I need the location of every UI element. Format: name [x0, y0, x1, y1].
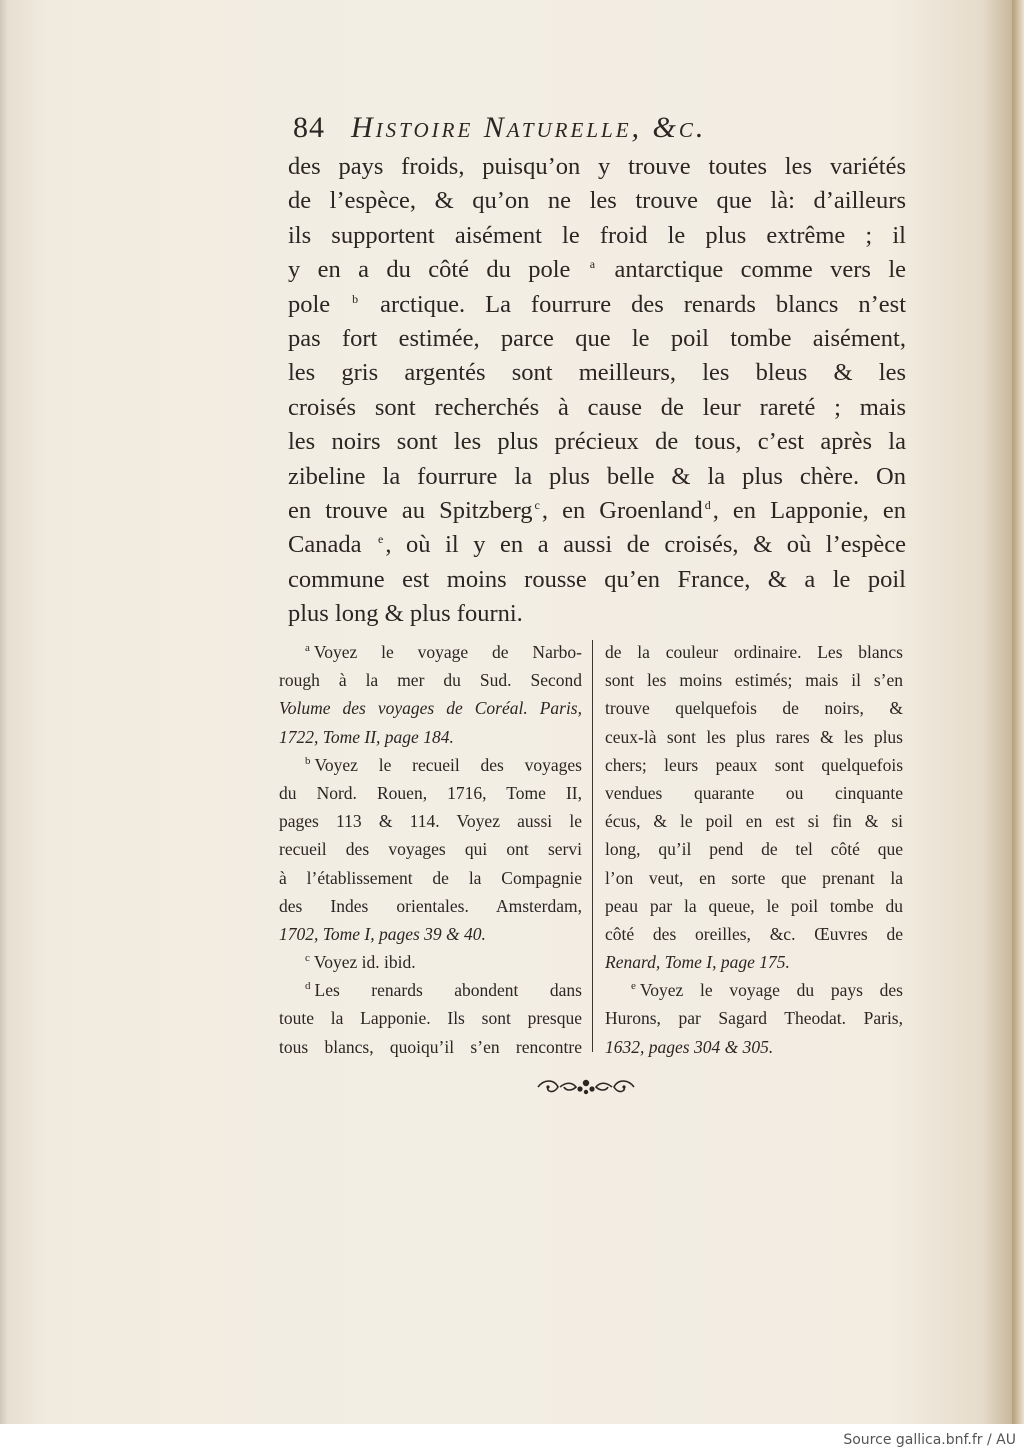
body-line: de l’espèce, & qu’on ne les trouve que là: d’ailleurs — [288, 187, 906, 215]
footnote-line — [279, 638, 582, 666]
footnote-line: vendues quarante ou cinquante — [605, 782, 903, 803]
body-line — [288, 288, 906, 322]
footnote-line: Renard, Tome I, page 175. — [605, 952, 790, 973]
footnote-line: 1722, Tome II, page 184. — [279, 726, 454, 747]
footnote-line: sont les moins estimés; mais il s’en — [605, 670, 903, 691]
column-divider — [592, 640, 593, 1052]
footnote-line: écus, & le poil en est si fin & si — [605, 811, 903, 832]
line-text: pole — [288, 290, 351, 318]
footnote-text: Voyez id. ibid. — [313, 952, 416, 973]
footnote-line — [605, 976, 903, 1004]
footnote-line: 1702, Tome I, pages 39 & 40. — [279, 923, 486, 944]
footnote-line: de la couleur ordinaire. Les blancs — [605, 642, 903, 662]
footnotes-right-column — [605, 638, 903, 1061]
footnote-text: Les renards abondent dans — [314, 980, 582, 1001]
footnote-ref: c — [534, 497, 540, 512]
body-line: ils supportent aisément le froid le plus extrême ; il — [288, 221, 906, 249]
footnote-line: des Indes orientales. Amsterdam, — [279, 895, 582, 916]
footnote-line: Volume des voyages de Coréal. Paris, — [279, 698, 582, 719]
footnote-line — [279, 976, 582, 1004]
body-line — [288, 253, 906, 287]
line-text: en trouve au Spitzberg — [288, 496, 533, 524]
body-line: commune est moins rousse qu’en France, & a le poil — [288, 565, 906, 593]
footnote-mark: c — [305, 952, 310, 965]
footnote-line: Hurons, par Sagard Theodat. Paris, — [605, 1008, 903, 1029]
footnote-line: l’on veut, en sorte que prenant la — [605, 867, 903, 888]
running-head — [293, 108, 913, 148]
body-line: les noirs sont les plus précieux de tous, c’est après la — [288, 428, 906, 456]
footnote-line — [279, 948, 582, 976]
line-text: antarctique comme vers le — [597, 256, 906, 284]
line-text: , en Lapponie, en — [712, 496, 906, 524]
footnote-ref: b — [352, 291, 359, 306]
body-line: pas fort estimée, parce que le poil tombe aisément, — [288, 324, 906, 352]
footnote-mark: b — [305, 754, 311, 767]
footnote-text: Voyez le voyage de Narbo- — [313, 642, 582, 662]
body-line: croisés sont recherchés à cause de leur rareté ; mais — [288, 393, 906, 421]
source-credit: Source gallica.bnf.fr / AU — [843, 1432, 1016, 1448]
footnote-line: long, qu’il pend de tel côté que — [605, 839, 903, 860]
footnote-ref: e — [378, 532, 384, 547]
footnote-text: Voyez le recueil des voyages — [314, 754, 582, 775]
body-line: zibeline la fourrure la plus belle & la plus chère. On — [288, 462, 906, 490]
body-line: les gris argentés sont meilleurs, les bleus & les — [288, 359, 906, 387]
footnote-line: trouve quelquefois de noirs, & — [605, 698, 903, 719]
footnote-ref: d — [704, 497, 711, 512]
page-number: 84 — [293, 111, 325, 144]
footnote-text: Voyez le voyage du pays des — [639, 980, 903, 1001]
footnote-line: 1632, pages 304 & 305. — [605, 1036, 774, 1057]
footnote-line: tous blancs, quoiqu’il s’en rencontre — [279, 1036, 582, 1057]
footnote-line — [279, 751, 582, 779]
line-text: , où il y en a aussi de croisés, & où l’espèce — [385, 531, 907, 559]
footnote-line: peau par la queue, le poil tombe du — [605, 895, 903, 916]
body-line: des pays froids, puisqu’on y trouve toutes les variétés — [288, 153, 906, 180]
page-right-edge — [1012, 0, 1024, 1424]
footnote-line: pages 113 & 114. Voyez aussi le — [279, 811, 582, 832]
running-title: Histoire Naturelle, &c. — [351, 111, 707, 144]
line-text: Canada — [288, 531, 377, 559]
footnote-line: côté des oreilles, &c. Œuvres de — [605, 923, 903, 944]
body-line — [288, 528, 906, 562]
footnote-line: rough à la mer du Sud. Second — [279, 670, 582, 691]
footnote-line: du Nord. Rouen, 1716, Tome II, — [279, 782, 582, 803]
footnotes-left-column — [279, 638, 582, 1061]
fleuron-ornament-icon — [534, 1076, 638, 1098]
body-line: plus long & plus fourni. — [288, 600, 523, 628]
footnote-line: à l’établissement de la Compagnie — [279, 867, 582, 888]
line-text: y en a du côté du pole — [288, 256, 588, 284]
line-text: , en Groenland — [541, 496, 703, 524]
footnote-mark: d — [305, 980, 311, 993]
paper-sheet — [8, 0, 1012, 1424]
page-left-edge — [0, 0, 8, 1424]
body-text — [288, 150, 906, 631]
footnote-mark: a — [305, 642, 310, 654]
footnote-mark: e — [631, 980, 636, 993]
footnote-line: ceux-là sont les plus rares & les plus — [605, 726, 903, 747]
footnote-line: recueil des voyages qui ont servi — [279, 839, 582, 860]
line-text: arctique. La fourrure des renards blancs n’est — [360, 290, 907, 318]
footnote-ref: a — [589, 257, 596, 272]
footnote-line: toute la Lapponie. Ils sont presque — [279, 1008, 582, 1029]
footnote-line: chers; leurs peaux sont quelquefois — [605, 754, 903, 775]
body-line — [288, 494, 906, 528]
